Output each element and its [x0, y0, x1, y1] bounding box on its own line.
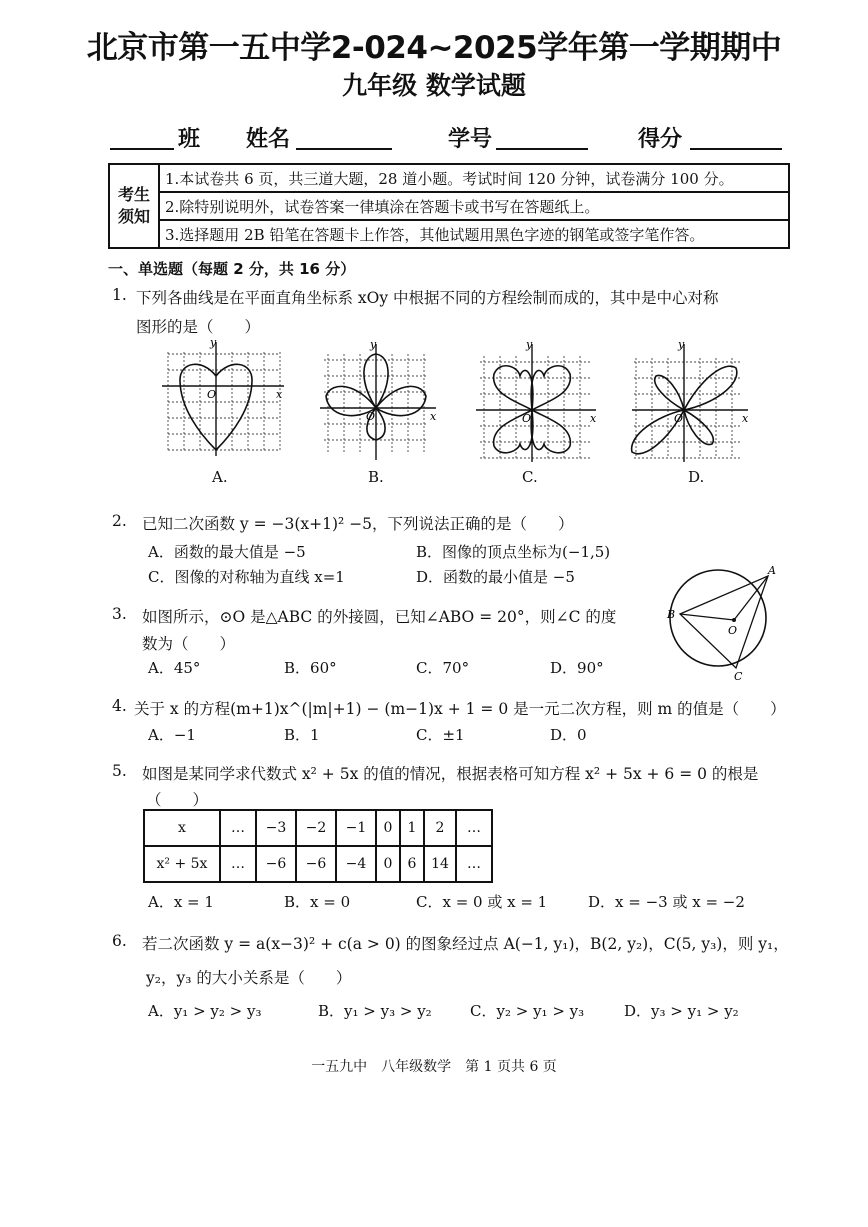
- table-cell: 1: [400, 810, 424, 846]
- table-cell: −4: [336, 846, 376, 882]
- option-b[interactable]: B．y₁ > y₃ > y₂: [318, 1002, 432, 1020]
- table-cell: 2: [424, 810, 456, 846]
- question-stem: 图形的是（ ）: [136, 318, 261, 336]
- table-cell: 14: [424, 846, 456, 882]
- option-b[interactable]: B．x = 0: [284, 893, 351, 911]
- name-blank[interactable]: [296, 148, 392, 150]
- svg-text:y: y: [526, 338, 533, 351]
- question-stem: y₂，y₃ 的大小关系是（ ）: [146, 969, 352, 987]
- option-c[interactable]: C．x = 0 或 x = 1: [416, 893, 548, 911]
- question-stem: 下列各曲线是在平面直角坐标系 xOy 中根据不同的方程绘制而成的，其中是中心对称: [136, 289, 719, 307]
- table-cell: −3: [256, 810, 296, 846]
- point-c: C: [734, 670, 743, 683]
- svg-text:y: y: [678, 338, 685, 351]
- exam-subtitle: 九年级 数学试题: [342, 71, 526, 100]
- option-d[interactable]: D．0: [550, 726, 587, 744]
- option-d[interactable]: D．函数的最小值是 −5: [416, 568, 575, 586]
- grid: [168, 352, 280, 450]
- option-d[interactable]: D．x = −3 或 x = −2: [588, 893, 745, 911]
- graph-d-butterfly: [630, 340, 754, 464]
- graph-label-d: D.: [688, 468, 705, 486]
- option-d[interactable]: D．y₃ > y₁ > y₂: [624, 1002, 739, 1020]
- svg-text:x: x: [430, 410, 437, 423]
- table-cell: 6: [400, 846, 424, 882]
- graph-label-a: A.: [212, 468, 228, 486]
- question-stem: 数为（ ）: [142, 635, 236, 653]
- x-axis-label: x: [276, 388, 283, 401]
- name-label: 姓名: [246, 127, 291, 152]
- graph-label-b: B.: [368, 468, 384, 486]
- notice-item: 1.本试卷共 6 页，共三道大题，28 道小题。考试时间 120 分钟，试卷满分 100 分。: [159, 164, 789, 192]
- notice-heading: 考生须知: [109, 164, 159, 248]
- point-a: A: [768, 564, 776, 577]
- option-b[interactable]: B．60°: [284, 659, 337, 677]
- table-cell: −2: [296, 810, 336, 846]
- graph-c-clover: [474, 340, 602, 464]
- option-c[interactable]: C．图像的对称轴为直线 x=1: [148, 568, 345, 586]
- circle-figure: [664, 556, 774, 684]
- svg-text:O: O: [522, 412, 532, 425]
- notice-box: [108, 163, 790, 249]
- svg-text:O: O: [674, 412, 684, 425]
- option-b[interactable]: B．1: [284, 726, 320, 744]
- question-number: 1.: [112, 286, 127, 304]
- table-row: [144, 846, 492, 882]
- graph-b-flower: [318, 340, 442, 464]
- question-stem: 已知二次函数 y = −3(x+1)² −5，下列说法正确的是（ ）: [142, 515, 574, 533]
- option-b[interactable]: B．图像的顶点坐标为(−1,5): [416, 543, 611, 561]
- svg-text:O: O: [366, 410, 376, 423]
- question-stem: 如图所示，⊙O 是△ABC 的外接圆，已知∠ABO = 20°，则∠C 的度: [142, 608, 617, 626]
- svg-text:x: x: [590, 412, 597, 425]
- question-stem: （ ）: [146, 791, 209, 809]
- notice-item: 2.除特别说明外，试卷答案一律填涂在答题卡或书写在答题纸上。: [159, 192, 789, 220]
- table-cell: 0: [376, 810, 400, 846]
- score-label: 得分: [638, 127, 683, 152]
- exam-title: 北京市第一五中学2-024~2025学年第一学期期中: [86, 30, 782, 66]
- y-axis-label: y: [210, 336, 217, 349]
- page-footer: 一五九中 八年级数学 第 1 页共 6 页: [311, 1059, 557, 1075]
- values-table: [143, 809, 493, 883]
- point-o: O: [728, 624, 738, 637]
- table-cell: …: [456, 846, 492, 882]
- table-row: [144, 810, 492, 846]
- class-label: 班: [178, 127, 201, 152]
- section-title: 一、单选题（每题 2 分，共 16 分）: [108, 260, 356, 278]
- option-a[interactable]: A．x = 1: [148, 893, 214, 911]
- graph-label-c: C.: [522, 468, 538, 486]
- question-stem: 关于 x 的方程(m+1)x^(|m|+1) − (m−1)x + 1 = 0 是一元二次方程，则 m 的值是（ ）: [134, 700, 786, 718]
- id-blank[interactable]: [496, 148, 588, 150]
- notice-item: 3.选择题用 2B 铅笔在答题卡上作答，其他试题用黑色字迹的钢笔或签字笔作答。: [159, 220, 789, 248]
- svg-text:x: x: [742, 412, 749, 425]
- class-blank[interactable]: [110, 148, 174, 150]
- question-stem: 如图是某同学求代数式 x² + 5x 的值的情况，根据表格可知方程 x² + 5x + 6 = 0 的根是: [142, 765, 759, 783]
- option-c[interactable]: C．70°: [416, 659, 470, 677]
- table-cell: 0: [376, 846, 400, 882]
- graph-a-heart: [160, 338, 288, 458]
- table-cell: −1: [336, 810, 376, 846]
- option-a[interactable]: A．45°: [148, 659, 201, 677]
- score-blank[interactable]: [690, 148, 782, 150]
- option-d[interactable]: D．90°: [550, 659, 604, 677]
- table-cell: −6: [256, 846, 296, 882]
- option-a[interactable]: A．函数的最大值是 −5: [148, 543, 306, 561]
- option-a[interactable]: A．y₁ > y₂ > y₃: [148, 1002, 262, 1020]
- table-cell: x: [144, 810, 220, 846]
- table-cell: …: [220, 846, 256, 882]
- question-number: 3.: [112, 605, 127, 623]
- question-number: 6.: [112, 932, 127, 950]
- question-stem: 若二次函数 y = a(x−3)² + c(a > 0) 的图象经过点 A(−1, y₁)，B(2, y₂)，C(5, y₃)，则 y₁，: [142, 935, 789, 953]
- question-number: 4.: [112, 697, 127, 715]
- option-a[interactable]: A．−1: [148, 726, 196, 744]
- id-label: 学号: [448, 127, 493, 152]
- table-cell: −6: [296, 846, 336, 882]
- option-c[interactable]: C．±1: [416, 726, 465, 744]
- origin-label: O: [207, 388, 217, 401]
- question-number: 2.: [112, 512, 127, 530]
- table-cell: x² + 5x: [144, 846, 220, 882]
- question-number: 5.: [112, 762, 127, 780]
- svg-text:y: y: [370, 338, 377, 351]
- table-cell: …: [456, 810, 492, 846]
- table-cell: …: [220, 810, 256, 846]
- option-c[interactable]: C．y₂ > y₁ > y₃: [470, 1002, 585, 1020]
- point-b: B: [667, 608, 676, 621]
